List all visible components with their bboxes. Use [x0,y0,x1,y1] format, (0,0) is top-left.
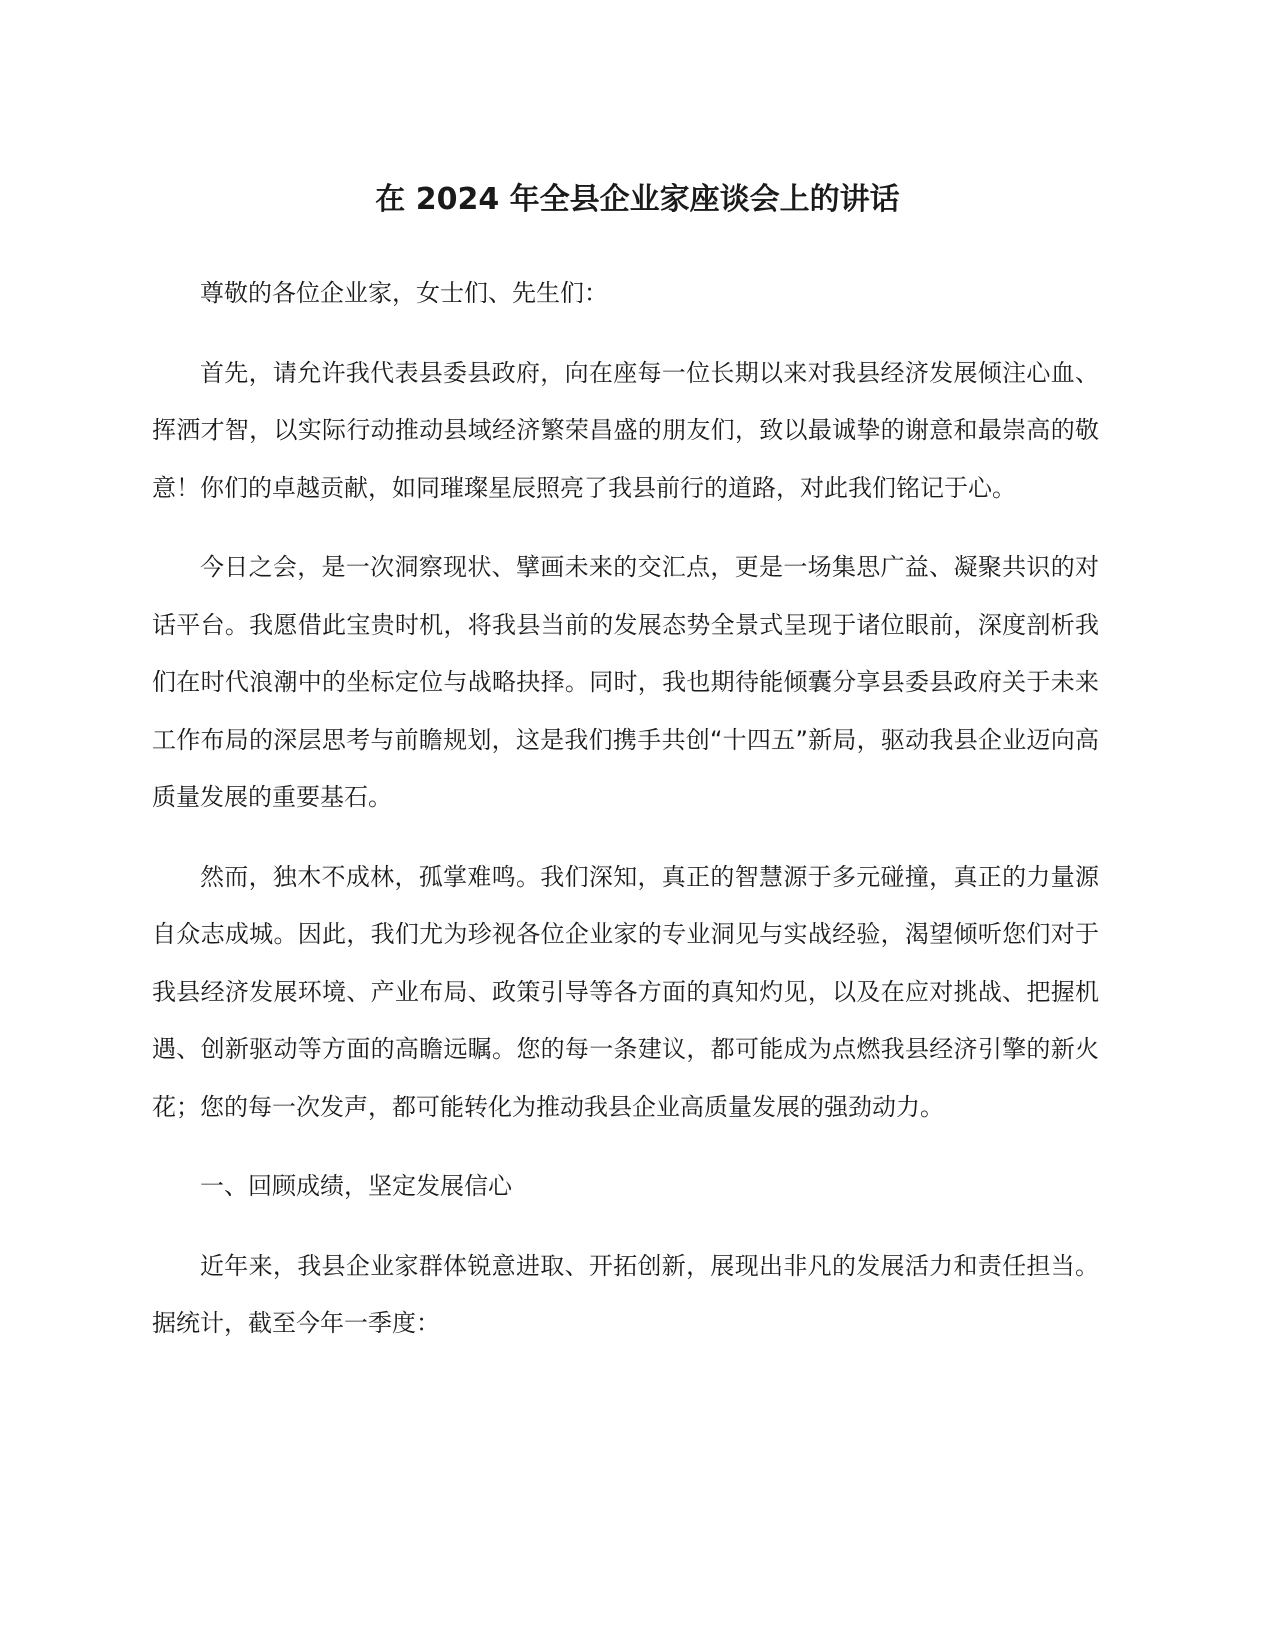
achievements-paragraph: 近年来，我县企业家群体锐意进取、开拓创新，展现出非凡的发展活力和责任担当。据统计，截至今年一季度： [152,1251,1099,1337]
listening-paragraph: 然而，独木不成林，孤掌难鸣。我们深知，真正的智慧源于多元碰撞，真正的力量源自众志成城。因此，我们尤为珍视各位企业家的专业洞见与实战经验，渴望倾听您们对于我县经济发展环境、产业布局、政策引导等各方面的真知灼见，以及在应对挑战、把握机遇、创新驱动等方面的高瞻远瞩。您的每一条建议，都可能成为点燃我县经济引擎的新火花；您的每一次发声，都可能转化为推动我县企业高质量发展的强劲动力。 [152,862,1099,1121]
section-heading: 一、回顾成绩，坚定发展信心 [200,1172,512,1200]
document-body [152,265,1099,1375]
gratitude-paragraph: 首先，请允许我代表县委县政府，向在座每一位长期以来对我县经济发展倾注心血、挥洒才智，以实际行动推动县域经济繁荣昌盛的朋友们，致以最诚挚的谢意和最崇高的敬意！你们的卓越贡献，如同璀璨星辰照亮了我县前行的道路，对此我们铭记于心。 [152,358,1099,502]
document-title: 在 2024 年全县企业家座谈会上的讲话 [375,182,900,217]
purpose-paragraph: 今日之会，是一次洞察现状、擘画未来的交汇点，更是一场集思广益、凝聚共识的对话平台。我愿借此宝贵时机，将我县当前的发展态势全景式呈现于诸位眼前，深度剖析我们在时代浪潮中的坐标定位与战略抉择。同时，我也期待能倾囊分享县委县政府关于未来工作布局的深层思考与前瞻规划，这是我们携手共创“十四五”新局，驱动我县企业迈向高质量发展的重要基石。 [152,553,1099,811]
salutation-paragraph: 尊敬的各位企业家，女士们、先生们： [200,279,608,307]
